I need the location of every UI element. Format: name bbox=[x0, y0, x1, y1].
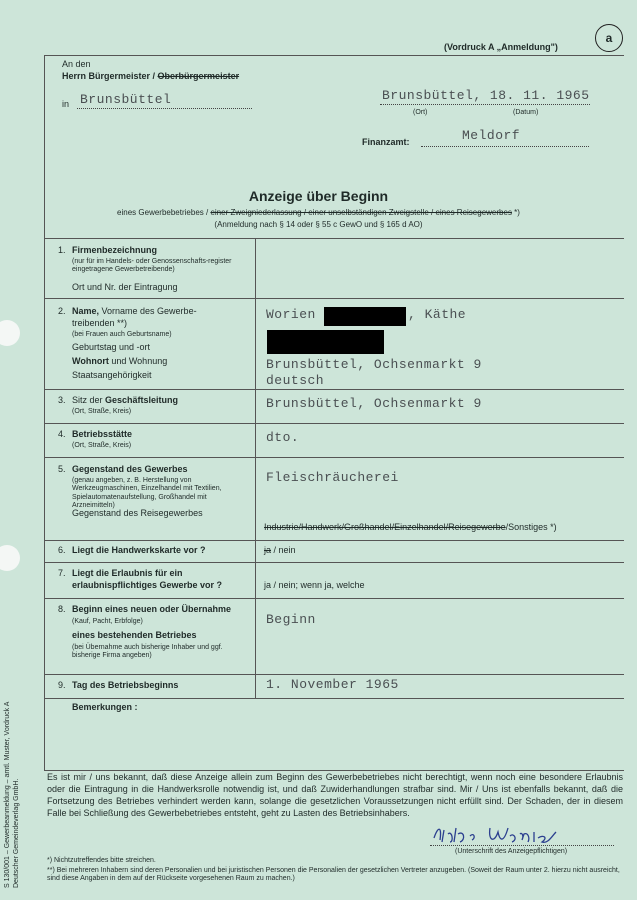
subtitle-suffix: *) bbox=[511, 208, 520, 217]
row-rule-1 bbox=[44, 298, 624, 299]
side-text-line2: Deutscher Gemeindeverlag GmbH. bbox=[12, 778, 20, 888]
row3-title-bold: Geschäftsleitung bbox=[105, 395, 179, 405]
row2-line2: treibenden **) bbox=[72, 318, 128, 328]
row-rule-3 bbox=[44, 423, 624, 424]
signature-caption: (Unterschrift des Anzeigepflichtigen) bbox=[455, 848, 568, 855]
row5-options-struck: Industrie/Handwerk/Großhandel/Einzelhandel/Reisegewerbe bbox=[264, 522, 506, 532]
row2-wohn-bold: Wohnort bbox=[72, 356, 109, 366]
remarks-label: Bemerkungen : bbox=[72, 702, 138, 712]
finanzamt-dotline bbox=[421, 146, 589, 147]
row9-number: 9. bbox=[58, 680, 66, 690]
row1-extra: Ort und Nr. der Eintragung bbox=[72, 282, 178, 292]
document-heading: Anzeige über Beginn bbox=[248, 188, 389, 204]
side-text-line1: S 130/001 – Gewerbeanmeldung – amtl. Muster, Vordruck A bbox=[4, 701, 11, 888]
place-caption: (Ort) bbox=[413, 109, 428, 116]
row2-wohn-line bbox=[72, 356, 167, 366]
row8-title2: eines bestehenden Betriebes bbox=[72, 630, 197, 640]
row7-title1: Liegt die Erlaubnis für ein bbox=[72, 568, 183, 578]
row2-name-rest: Vorname des Gewerbe- bbox=[99, 306, 197, 316]
row-rule-4 bbox=[44, 457, 624, 458]
table-middle-rule bbox=[255, 238, 256, 698]
place-date-dotline bbox=[380, 104, 590, 105]
row6-number: 6. bbox=[58, 545, 66, 555]
in-value: Brunsbüttel bbox=[80, 92, 172, 107]
row5-number: 5. bbox=[58, 464, 66, 474]
row3-note: (Ort, Straße, Kreis) bbox=[72, 408, 132, 415]
form-circle-badge bbox=[595, 24, 623, 52]
row9-value: 1. November 1965 bbox=[266, 677, 399, 692]
row7-number: 7. bbox=[58, 568, 66, 578]
row6-title: Liegt die Handwerkskarte vor ? bbox=[72, 545, 206, 555]
row7-title2: erlaubnispflichtiges Gewerbe vor ? bbox=[72, 580, 223, 590]
table-top-rule bbox=[44, 238, 624, 239]
row5-value: Fleischräucherei bbox=[266, 470, 399, 485]
law-line: (Anmeldung nach § 14 oder § 55 c GewO und § 165 d AO) bbox=[214, 220, 423, 229]
row1-title: Firmenbezeichnung bbox=[72, 245, 158, 255]
row1-note: (nur für im Handels- oder Genossenschafts-register eingetragene Gewerbetreibende) bbox=[72, 258, 232, 274]
subtitle-struck: einer Zweigniederlassung / einer unselbständigen Zweigstelle / eines Reisegewerbes bbox=[210, 208, 512, 217]
table-left-rule bbox=[44, 238, 45, 770]
row2-wohn-rest: und Wohnung bbox=[108, 356, 168, 366]
row5-note: (genau angeben, z. B. Herstellung von Werkzeugmaschinen, Einzelhandel mit Textilien, Spielautomatenaufstellung, Großhandel mit Arzneimitteln) bbox=[72, 477, 222, 509]
addressee-line1: An den bbox=[62, 59, 91, 69]
footnote-1: *) Nichtzutreffendes bitte streichen. bbox=[47, 857, 156, 864]
redaction-surname bbox=[324, 307, 406, 326]
addressee-title-struck: Oberbürgermeister bbox=[157, 71, 240, 81]
row2-name-value-a: Worien bbox=[266, 307, 316, 322]
row5-title: Gegenstand des Gewerbes bbox=[72, 464, 188, 474]
row8-value: Beginn bbox=[266, 612, 316, 627]
row3-number: 3. bbox=[58, 395, 66, 405]
form-circle-letter: a bbox=[605, 31, 613, 45]
row2-name-bold: Name, bbox=[72, 306, 100, 316]
row2-name-value-b: , Käthe bbox=[408, 307, 467, 322]
row9-title: Tag des Betriebsbeginns bbox=[72, 680, 179, 690]
row-rule-6 bbox=[44, 562, 624, 563]
date-caption: (Datum) bbox=[513, 109, 539, 116]
declaration-text: Es ist mir / uns bekannt, daß diese Anzeige allein zum Beginn des Gewerbebetriebes nicht berechtigt, wenn noch eine besondere Erlaubnis oder die Eintragung in die Handwerksrolle notwendig ist, und daß Zuwiderhandlungen strafbar sind. Mir / Uns ist ebenfalls bekannt, daß die Fortsetzung des Betriebes verhindert werden kann, solange die gesetzlichen Voraussetzungen nicht erfüllt sind. Der Schaden, der in diesem Falle bei Schließung des Gewerbebetriebes entsteht, geht zu Lasten des Betriebsinhabers. bbox=[47, 772, 623, 818]
form-label: (Vordruck A „Anmeldung") bbox=[444, 42, 558, 52]
row2-birth: Geburtstag und -ort bbox=[72, 342, 151, 352]
footnote-2: **) Bei mehreren Inhabern sind deren Personalien und bei juristischen Personen die Personalien der gesetzlichen Vertreter anzugeben. (Soweit der Raum unter 2. hierzu nicht ausreicht, sind diese Angaben in dem auf der Rückseite vorgesehenen Raum zu machen.) bbox=[47, 867, 620, 883]
row5-extra: Gegenstand des Reisegewerbes bbox=[72, 508, 203, 518]
addressee-title-kept: Herrn Bürgermeister / bbox=[62, 71, 158, 81]
row2-address-value: Brunsbüttel, Ochsenmarkt 9 bbox=[266, 357, 482, 372]
signature-dotline bbox=[430, 845, 614, 846]
row5-options-rest: /Sonstiges *) bbox=[505, 522, 557, 532]
subtitle-prefix: eines Gewerbebetriebes / bbox=[117, 208, 211, 217]
addressee-title bbox=[62, 71, 239, 81]
row2-nationality-value: deutsch bbox=[266, 373, 325, 388]
redaction-birth bbox=[267, 330, 384, 354]
document-subtitle bbox=[0, 208, 637, 217]
table-bottom-rule bbox=[44, 770, 624, 771]
punch-hole-bottom bbox=[0, 545, 20, 571]
row2-staat: Staatsangehörigkeit bbox=[72, 370, 152, 380]
row4-value: dto. bbox=[266, 430, 300, 445]
row2-number: 2. bbox=[58, 306, 66, 316]
row3-title bbox=[72, 395, 178, 405]
row8-title1: Beginn eines neuen oder Übernahme bbox=[72, 604, 232, 614]
side-text bbox=[4, 658, 22, 888]
row2-note: (bei Frauen auch Geburtsname) bbox=[72, 331, 172, 338]
punch-hole-top bbox=[0, 320, 20, 346]
row5-options bbox=[264, 522, 557, 532]
row-rule-2 bbox=[44, 389, 624, 390]
row-rule-9 bbox=[44, 698, 624, 699]
place-date-value: Brunsbüttel, 18. 11. 1965 bbox=[382, 88, 590, 103]
row6-answer-struck: ja bbox=[264, 545, 272, 555]
row-rule-8 bbox=[44, 674, 624, 675]
finanzamt-label: Finanzamt: bbox=[362, 137, 410, 147]
row8-note2: (bei Übernahme auch bisherige Inhaber und ggf. bisherige Firma angeben) bbox=[72, 644, 223, 660]
row6-answer bbox=[264, 545, 296, 555]
row1-number: 1. bbox=[58, 245, 66, 255]
row7-answer: ja / nein; wenn ja, welche bbox=[264, 580, 365, 590]
top-rule bbox=[44, 55, 624, 56]
row8-note1: (Kauf, Pacht, Erbfolge) bbox=[72, 618, 143, 625]
row-rule-7 bbox=[44, 598, 624, 599]
row-rule-5 bbox=[44, 540, 624, 541]
row4-note: (Ort, Straße, Kreis) bbox=[72, 442, 132, 449]
row4-title: Betriebsstätte bbox=[72, 429, 133, 439]
row3-pre: Sitz der bbox=[72, 395, 106, 405]
row8-number: 8. bbox=[58, 604, 66, 614]
finanzamt-value: Meldorf bbox=[462, 128, 521, 143]
row3-value: Brunsbüttel, Ochsenmarkt 9 bbox=[266, 396, 482, 411]
signature-handwritten bbox=[430, 820, 560, 848]
row6-answer-rest: / nein bbox=[271, 545, 296, 555]
in-label: in bbox=[62, 99, 70, 109]
row4-number: 4. bbox=[58, 429, 66, 439]
in-dotline bbox=[77, 108, 252, 109]
row2-name-line bbox=[72, 306, 197, 316]
